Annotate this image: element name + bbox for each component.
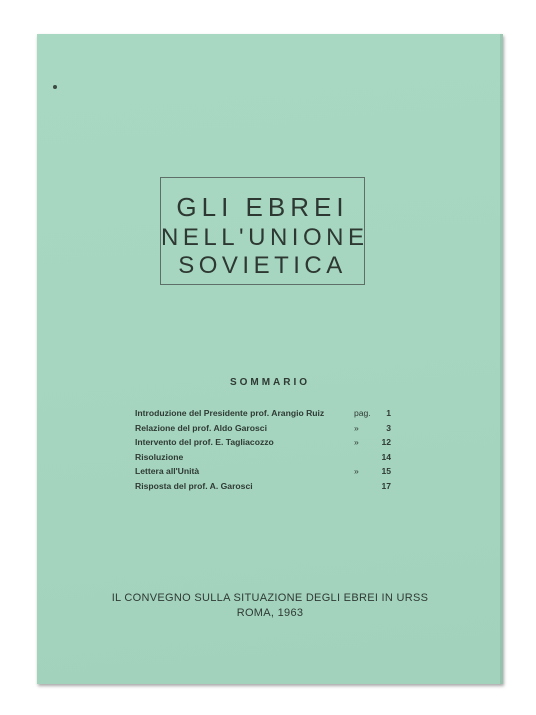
- toc-entry-page: 17: [381, 480, 391, 491]
- toc-entry: [135, 481, 395, 496]
- punch-hole-mark: [53, 85, 57, 89]
- toc-entry-page: 12: [381, 437, 391, 448]
- toc-entry-title: Intervento del prof. E. Tagliacozzo: [135, 437, 274, 448]
- toc-entry: [135, 408, 395, 423]
- summary-heading: SOMMARIO: [229, 377, 311, 388]
- toc-entry: [135, 452, 395, 467]
- booklet-cover: [37, 34, 503, 684]
- toc-entry-prefix: »: [354, 437, 359, 448]
- toc-entry-title: Introduzione del Presidente prof. Arangio Ruiz: [135, 408, 325, 418]
- toc-entry-page: 3: [386, 422, 391, 433]
- toc-entry-title: Relazione del prof. Aldo Garosci: [135, 422, 267, 433]
- title-line-3: SOVIETICA: [178, 252, 347, 279]
- toc-entry-page: 14: [381, 451, 391, 462]
- toc-entry-prefix: »: [354, 422, 359, 433]
- toc-entry-title: Risposta del prof. A. Garosci: [135, 480, 253, 491]
- title-line-2: NELL'UNIONE: [161, 224, 369, 251]
- table-of-contents: [135, 408, 395, 496]
- toc-entry-page: 1: [386, 408, 391, 418]
- toc-entry-prefix: »: [354, 466, 359, 477]
- toc-entry-title: Risoluzione: [135, 451, 184, 462]
- toc-entry-title: Lettera all'Unità: [135, 466, 200, 477]
- title-line-1: GLI EBREI: [176, 192, 349, 222]
- toc-entry: [135, 423, 395, 438]
- title-frame: [160, 177, 369, 285]
- place-and-year: ROMA, 1963: [236, 607, 304, 619]
- toc-entry: [135, 466, 395, 481]
- toc-entry-page: 15: [381, 466, 391, 477]
- toc-entry: [135, 437, 395, 452]
- conference-title: IL CONVEGNO SULLA SITUAZIONE DEGLI EBREI IN URSS: [111, 592, 429, 604]
- toc-entry-prefix: pag.: [354, 408, 371, 418]
